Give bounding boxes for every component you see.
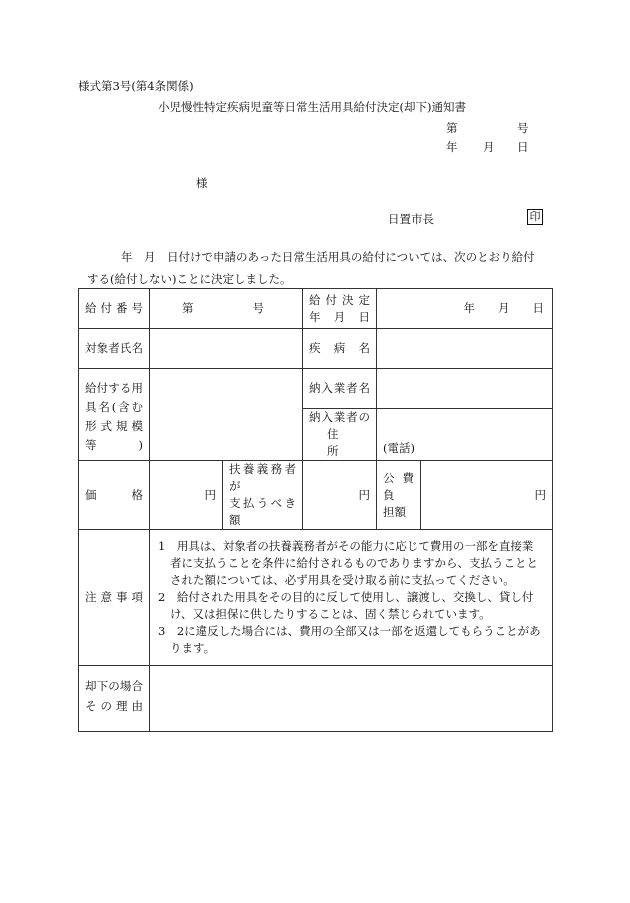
decision-date-value[interactable]: 年 月 日 [377,289,553,329]
reject-reason-value[interactable] [150,666,553,732]
supplier-name-value[interactable] [377,369,553,409]
grant-number-dai: 第 [182,301,194,315]
date-year: 年 [446,140,458,154]
form-number: 様式第3号(第4条関係) [78,79,194,93]
guardian-payment-label: 扶養義務者が 支払うべき額 [223,461,303,530]
supplier-address-label: 納入業者の 住 所 [303,409,377,461]
disease-label: 疾 病 名 [303,329,377,369]
issuer-name: 日置市長 [388,212,434,226]
public-yen: 円 [534,487,546,502]
seal-mark: 印 [527,209,543,225]
intro-paragraph [87,246,567,290]
subject-name-label: 対象者氏名 [79,329,150,369]
grant-number-label: 給付番号 [79,289,150,329]
document-title: 小児慢性特定疾病児童等日常生活用具給付決定(却下)通知書 [158,100,466,114]
item-name-value[interactable] [150,369,303,461]
notes-content [150,530,553,666]
notes-label: 注意事項 [79,530,150,666]
phone-label: (電話) [383,441,415,455]
grant-form-table [78,288,553,732]
intro-line-1: 年 月 日付けで申請のあった日常生活用具の給付については、次のとおり給付 [121,250,535,264]
disease-value[interactable] [377,329,553,369]
note-item: 2 給付された用具をその目的に反して使用し、譲渡し、交換し、貸し付け、又は担保に供したりすることは、固く禁じられています。 [158,590,534,621]
subject-name-value[interactable] [150,329,303,369]
public-burden-label: 公費負 担額 [377,461,421,530]
supplier-address-value[interactable] [377,409,553,461]
supplier-name-label: 納入業者名 [303,369,377,409]
price-label: 価 格 [79,461,150,530]
intro-line-2: する(給付しない)ことに決定しました。 [87,272,292,286]
reject-reason-label: 却下の場合その理由 [79,666,150,732]
item-name-label: 給付する用具名(含む形式規模等) [79,369,150,461]
doc-number-go: 号 [517,121,529,135]
guardian-payment-value[interactable] [303,461,377,530]
addressee-sama: 様 [196,176,208,190]
note-item: 1 用具は、対象者の扶養義務者がその能力に応じて費用の一部を直接業者に支払うことを条件に給付されるものでありますから、支払うこととされた額については、必ず用具を受け取る前に支払ってください。 [158,539,538,587]
price-yen: 円 [204,487,216,502]
guardian-yen: 円 [358,487,370,502]
doc-number-dai: 第 [446,121,458,135]
decision-date-label: 給付決定 年月日 [303,289,377,329]
note-item: 3 2に違反した場合には、費用の全部又は一部を返還してもらうことがあります。 [158,624,541,655]
date-day: 日 [517,140,529,154]
date-month: 月 [483,140,495,154]
public-burden-value[interactable] [421,461,553,530]
grant-number-value[interactable] [150,289,303,329]
price-value[interactable] [150,461,223,530]
grant-number-go: 号 [252,301,264,315]
